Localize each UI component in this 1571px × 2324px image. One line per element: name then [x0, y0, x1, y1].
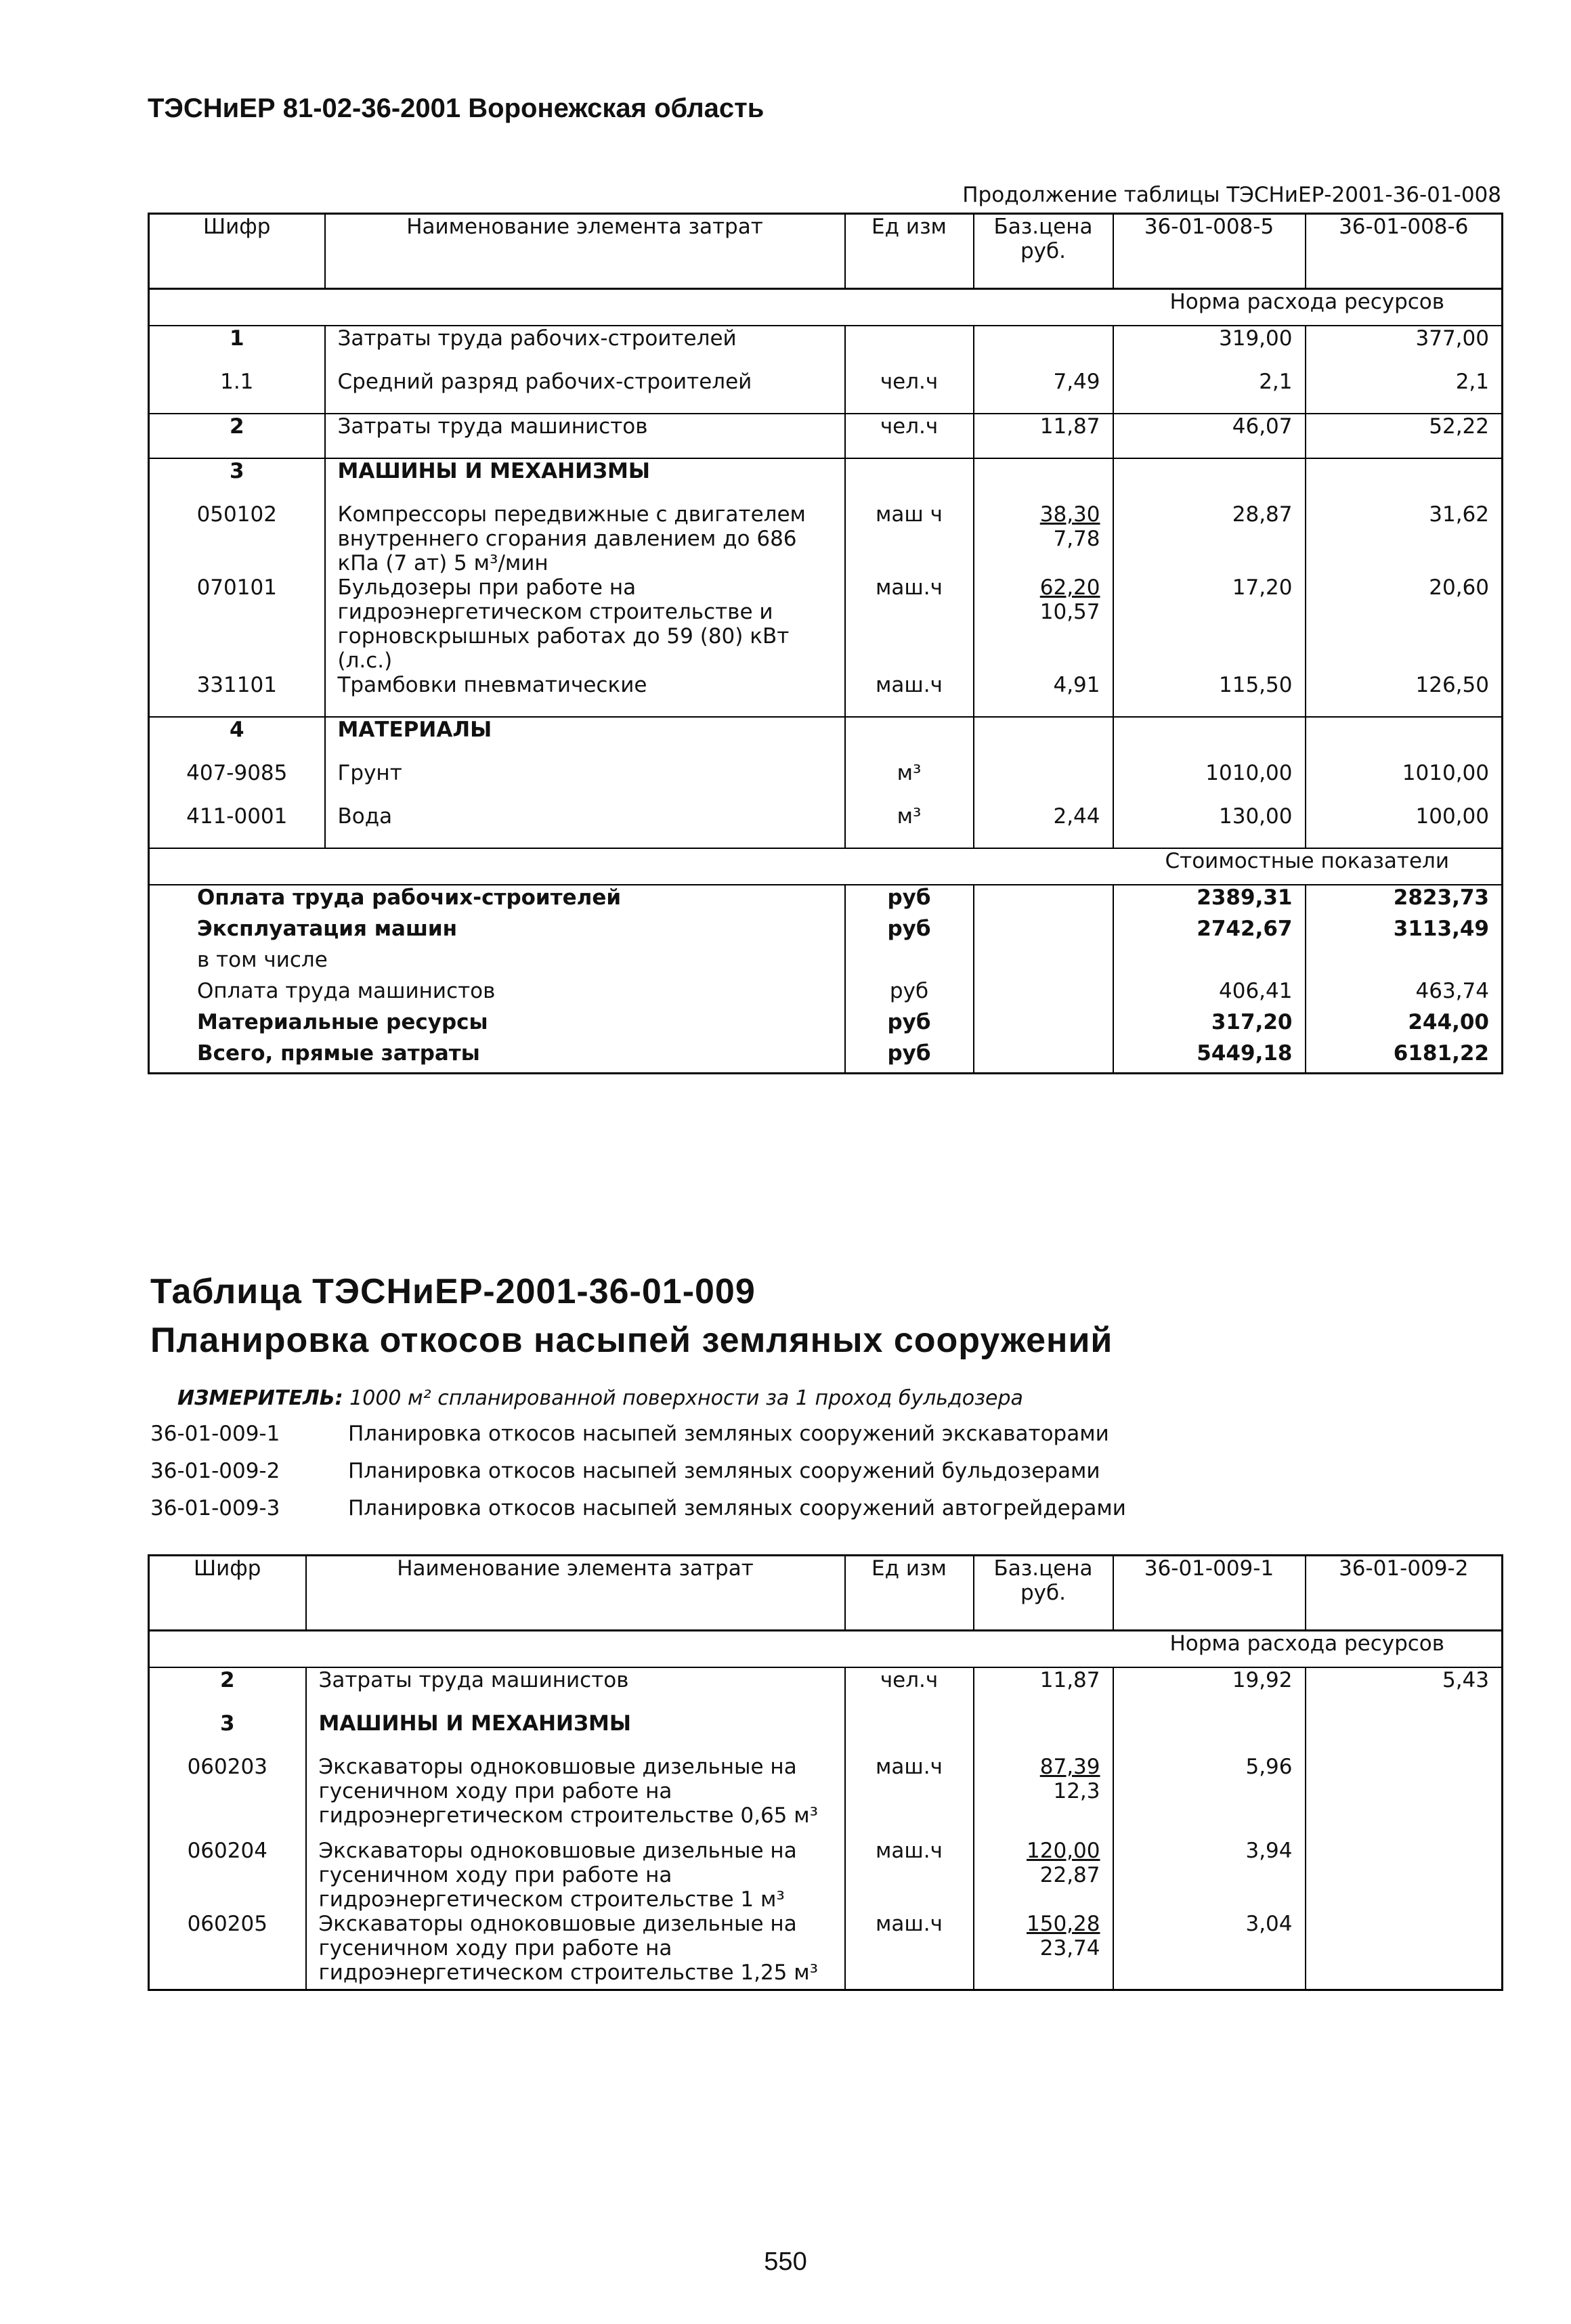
meter-line: ИЗМЕРИТЕЛЬ: 1000 м² спланированной поверхности за 1 проход бульдозера [177, 1386, 1023, 1410]
table-header-row [149, 1556, 1503, 1631]
norma-label: Норма расхода ресурсов [1113, 289, 1503, 326]
table-row: 1.1 Средний разряд рабочих-строителей чел.ч 7,49 2,1 2,1 [149, 370, 1503, 414]
norma-label: Норма расхода ресурсов [1113, 1631, 1503, 1668]
variant-line: 36-01-009-3 Планировка откосов насыпей земляных сооружений автогрейдерами [150, 1496, 1126, 1520]
col-header-price: Баз.цена руб. [974, 1556, 1113, 1631]
table-row: 070101 Бульдозеры при работе на гидроэнергетическом строительстве и горновскрышных работах до 59 (80) кВт (л.с.) маш.ч 62,20 10,57 17,20 20,60 [149, 575, 1503, 673]
section-row-machines: 3 МАШИНЫ И МЕХАНИЗМЫ [149, 458, 1503, 502]
col-header-code: Шифр [149, 1556, 306, 1631]
table-row: 1 Затраты труда рабочих-строителей 319,00 377,00 [149, 326, 1503, 370]
summary-row-total: Всего, прямые затраты руб 5449,18 6181,22 [149, 1041, 1503, 1074]
col-header-variant-1: 36-01-009-1 [1113, 1556, 1306, 1631]
table-header-row [149, 214, 1503, 289]
norma-section-row [149, 289, 1503, 326]
col-header-code: Шифр [149, 214, 325, 289]
summary-row: Материальные ресурсы руб 317,20 244,00 [149, 1010, 1503, 1041]
document-header: ТЭСНиЕР 81-02-36-2001 Воронежская область [148, 93, 765, 123]
col-header-variant-5: 36-01-008-5 [1113, 214, 1306, 289]
table-row: 331101 Трамбовки пневматические маш.ч 4,91 115,50 126,50 [149, 673, 1503, 717]
cost-section-row [149, 848, 1503, 885]
table-row: 2 Затраты труда машинистов чел.ч 11,87 46,07 52,22 [149, 414, 1503, 458]
table-row: 2 Затраты труда машинистов чел.ч 11,87 19,92 5,43 [149, 1667, 1503, 1711]
col-header-unit: Ед изм [845, 1556, 974, 1631]
table-subtitle: Планировка откосов насыпей земляных сооружений [150, 1321, 1113, 1360]
table-row: 060204 Экскаваторы одноковшовые дизельные на гусеничном ходу при работе на гидроэнергетическом строительстве 1 м³ маш.ч 120,00 22,87 3,94 [149, 1839, 1503, 1912]
col-header-unit: Ед изм [845, 214, 974, 289]
page-number: 550 [764, 2248, 807, 2276]
variant-line: 36-01-009-2 Планировка откосов насыпей земляных сооружений бульдозерами [150, 1459, 1100, 1483]
norma-section-row [149, 1631, 1503, 1668]
table-row: 411-0001 Вода м³ 2,44 130,00 100,00 [149, 804, 1503, 848]
col-header-variant-6: 36-01-008-6 [1306, 214, 1503, 289]
section-row-machines: 3 МАШИНЫ И МЕХАНИЗМЫ [149, 1711, 1503, 1755]
table-title: Таблица ТЭСНиЕР-2001-36-01-009 [150, 1272, 756, 1311]
table-row: 060205 Экскаваторы одноковшовые дизельные на гусеничном ходу при работе на гидроэнергетическом строительстве 1,25 м³ маш.ч 150,28 23,74 3,04 [149, 1912, 1503, 1990]
summary-row: Оплата труда рабочих-строителей руб 2389,31 2823,73 [149, 885, 1503, 917]
resource-table-36-01-009 [148, 1554, 1503, 1991]
table-row: 050102 Компрессоры передвижные с двигателем внутреннего сгорания давлением до 686 кПа (7 ат) 5 м³/мин маш ч 38,30 7,78 28,87 31,62 [149, 502, 1503, 575]
table-row: 407-9085 Грунт м³ 1010,00 1010,00 [149, 761, 1503, 804]
col-header-price: Баз.цена руб. [974, 214, 1113, 289]
col-header-name: Наименование элемента затрат [306, 1556, 845, 1631]
col-header-name: Наименование элемента затрат [325, 214, 845, 289]
cost-label: Стоимостные показатели [1113, 848, 1503, 885]
col-header-variant-2: 36-01-009-2 [1306, 1556, 1503, 1631]
table-row: 060203 Экскаваторы одноковшовые дизельные на гусеничном ходу при работе на гидроэнергетическом строительстве 0,65 м³ маш.ч 87,39 12,3 5,96 [149, 1755, 1503, 1839]
resource-table-36-01-008 [148, 213, 1503, 1074]
section-row-materials: 4 МАТЕРИАЛЫ [149, 717, 1503, 761]
table-continuation-caption: Продолжение таблицы ТЭСНиЕР-2001-36-01-008 [962, 183, 1501, 207]
summary-row: Эксплуатация машин руб 2742,67 3113,49 [149, 917, 1503, 948]
summary-row: Оплата труда машинистов руб 406,41 463,74 [149, 979, 1503, 1010]
summary-row: в том числе [149, 948, 1503, 979]
variant-line: 36-01-009-1 Планировка откосов насыпей земляных сооружений экскаваторами [150, 1422, 1109, 1446]
